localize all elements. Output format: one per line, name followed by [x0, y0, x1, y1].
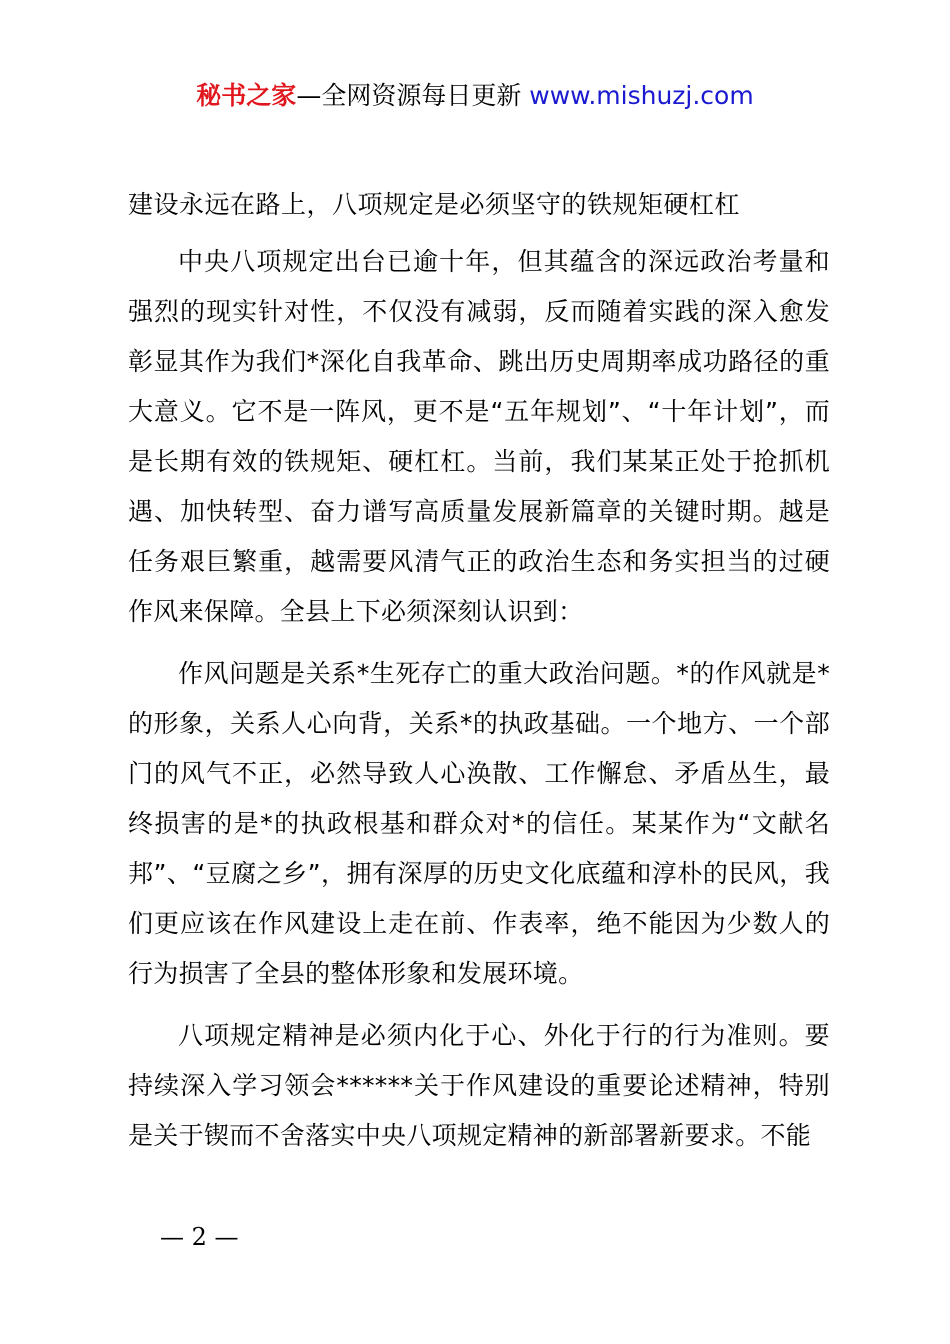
paragraph-2: 作风问题是关系*生死存亡的重大政治问题。*的作风就是*的形象，关系人心向背，关系*的执政基础。一个地方、一个部门的风气不正，必然导致人心涣散、工作懈怠、矛盾丛生，最终损害的是*的执政根基和群众对*的信任。某某作为“文献名邦”、“豆腐之乡”，拥有深厚的历史文化底蕴和淳朴的民风，我们更应该在作风建设上走在前、作表率，绝不能因为少数人的行为损害了全县的整体形象和发展环境。	[128, 659, 830, 988]
paragraph-3: 八项规定精神是必须内化于心、外化于行的行为准则。要持续深入学习领会******关于作风建设的重要论述精神，特别是关于锲而不舍落实中央八项规定精神的新部署新要求。不能	[128, 1021, 830, 1150]
brand-name: 秘书之家	[196, 81, 297, 110]
site-banner	[0, 80, 950, 112]
document-heading: 建设永远在路上，八项规定是必须坚守的铁规矩硬杠杠	[128, 190, 741, 219]
paragraph-1: 中央八项规定出台已逾十年，但其蕴含的深远政治考量和强烈的现实针对性，不仅没有减弱，反而随着实践的深入愈发彰显其作为我们*深化自我革命、跳出历史周期率成功路径的重大意义。它不是一阵风，更不是“五年规划”、“十年计划”，而是长期有效的铁规矩、硬杠杠。当前，我们某某正处于抢抓机遇、加快转型、奋力谱写高质量发展新篇章的关键时期。越是任务艰巨繁重，越需要风清气正的政治生态和务实担当的过硬作风来保障。全县上下必须深刻认识到：	[128, 247, 830, 626]
document-body	[128, 185, 830, 1173]
site-url-link[interactable]: www.mishuzj.com	[529, 81, 754, 110]
page-number: — 2 —	[160, 1223, 239, 1251]
banner-tagline: —全网资源每日更新	[296, 81, 522, 110]
